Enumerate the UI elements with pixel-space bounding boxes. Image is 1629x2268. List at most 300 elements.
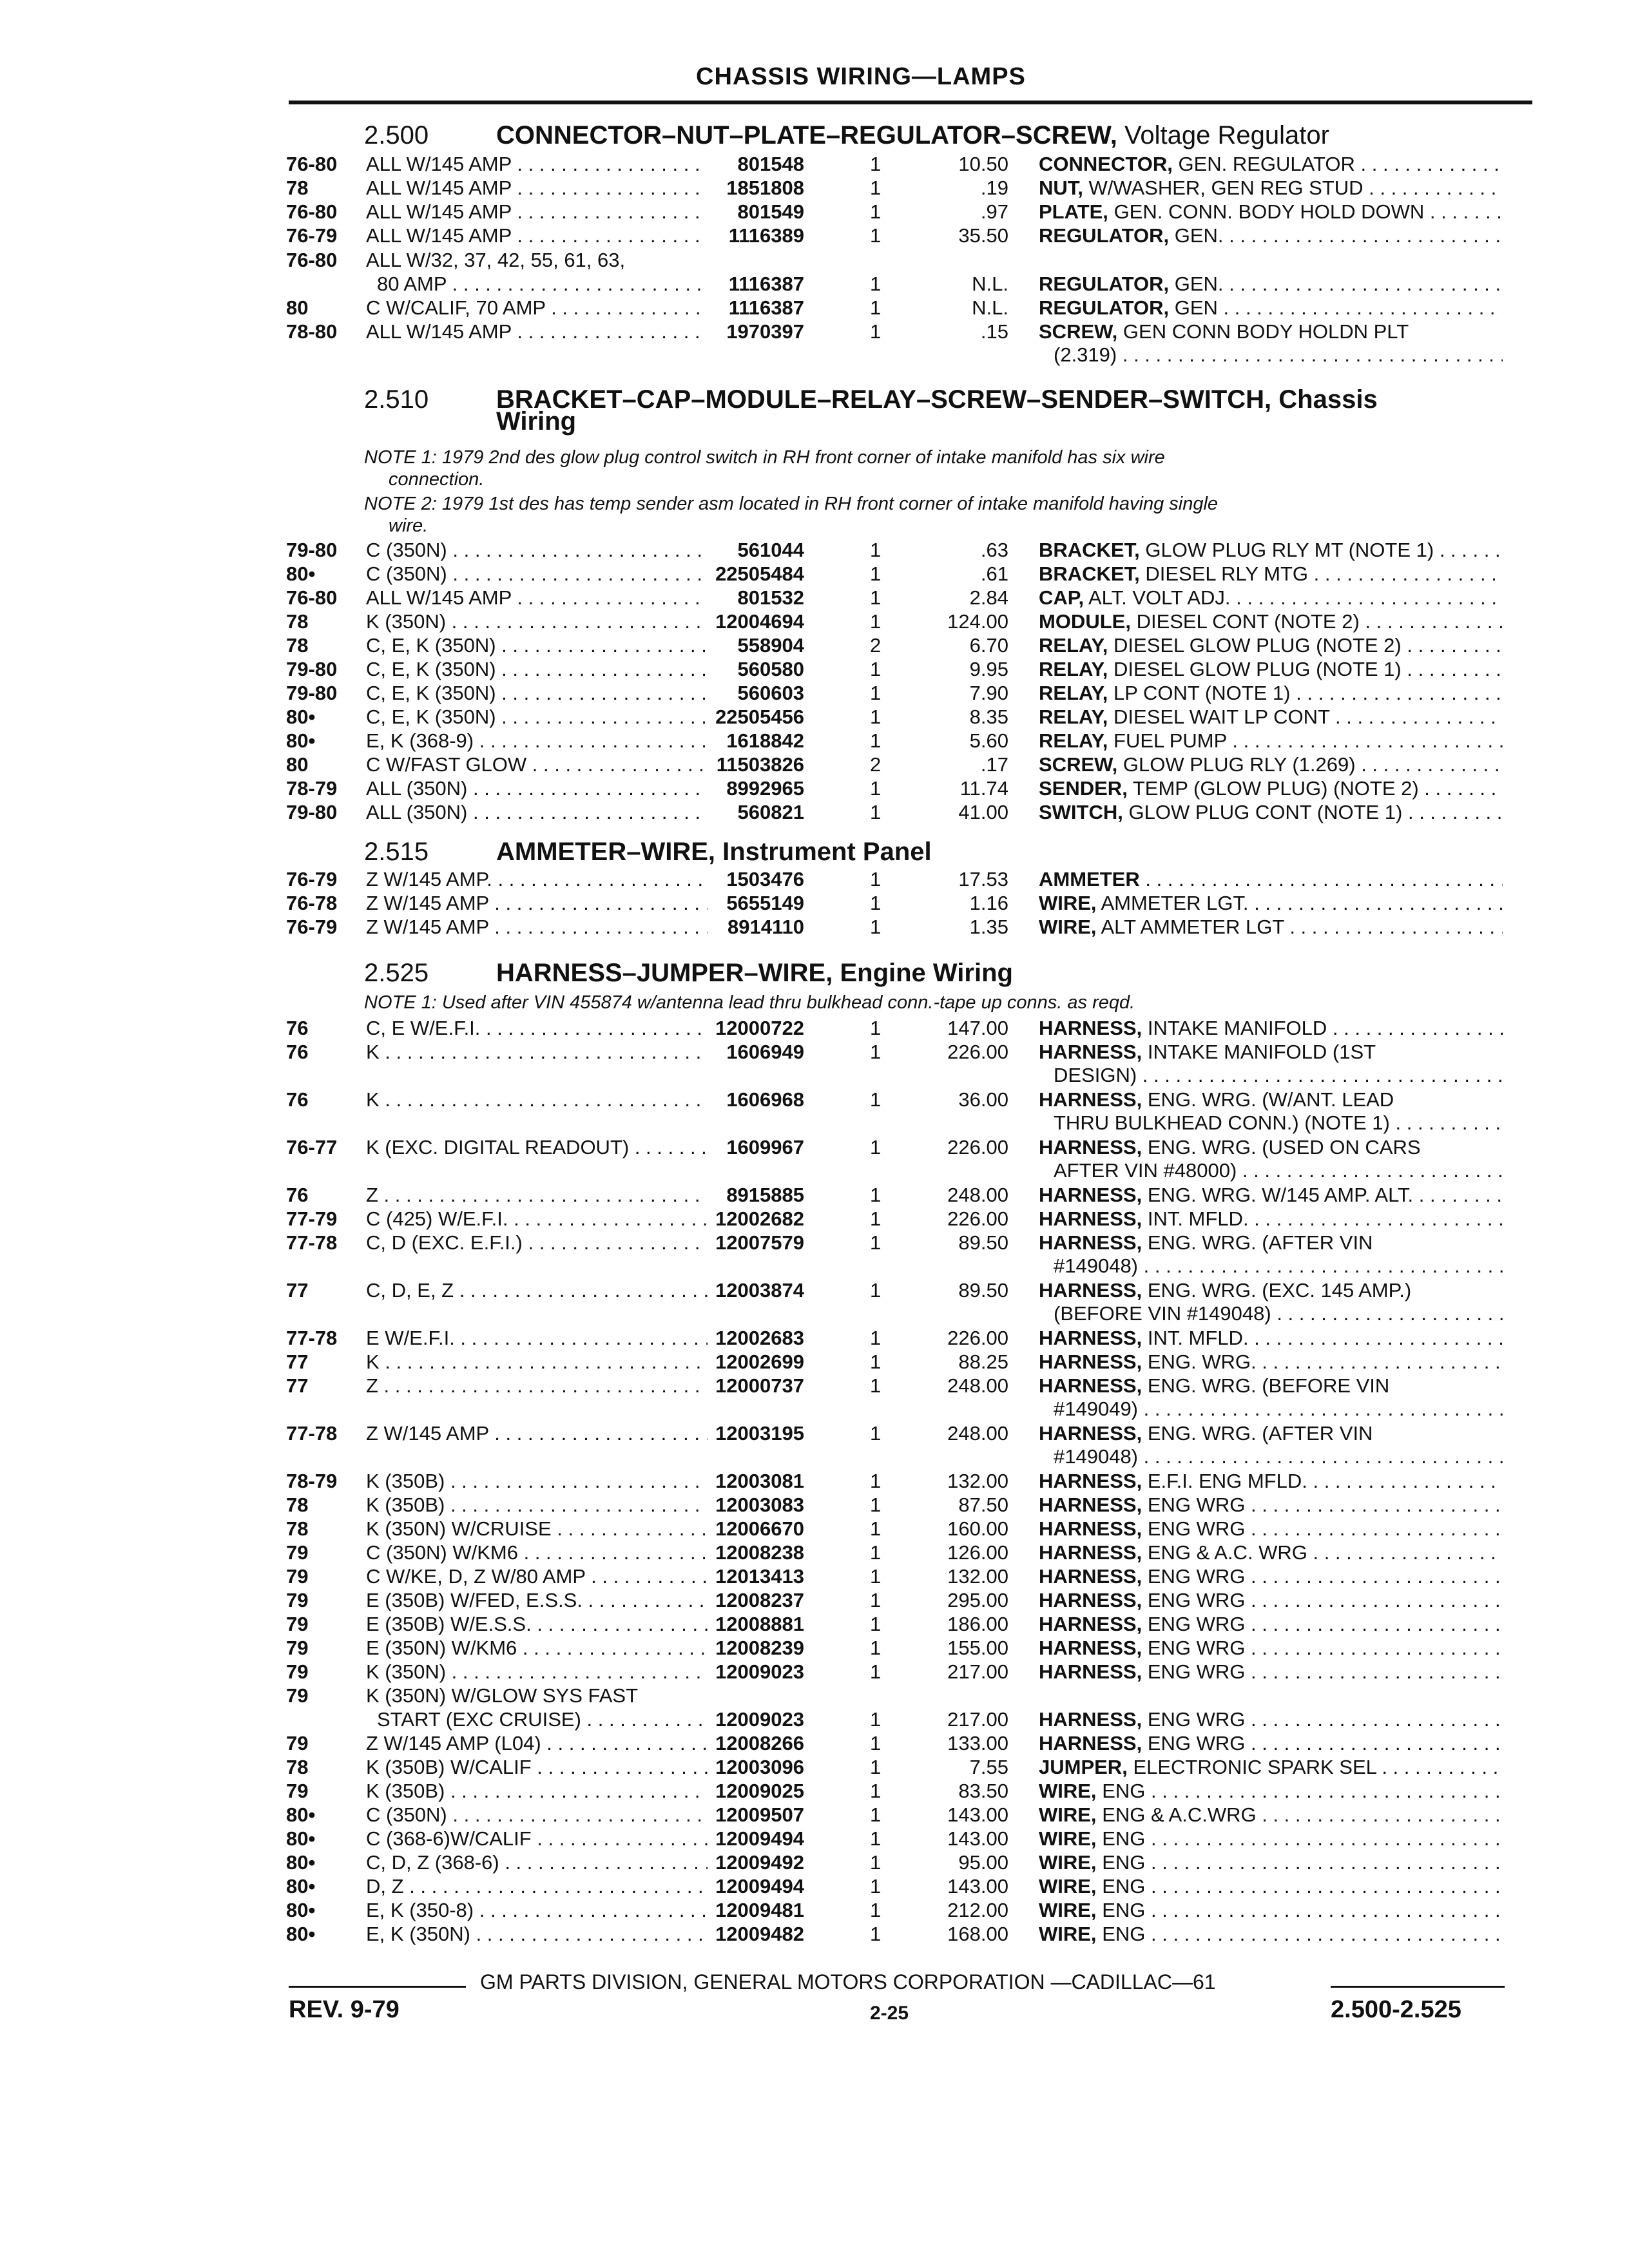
part-name: HARNESS, bbox=[1039, 1541, 1142, 1564]
quantity: 1 bbox=[870, 586, 882, 609]
price: 132.00 bbox=[947, 1565, 1008, 1588]
part-name: SCREW, bbox=[1039, 320, 1118, 343]
part-number: 561044 bbox=[737, 539, 804, 561]
year-range: 79 bbox=[286, 1660, 309, 1683]
price: .61 bbox=[980, 562, 1008, 585]
year-range: 78 bbox=[286, 177, 309, 199]
part-detail: GLOW PLUG RLY (1.269) bbox=[1123, 753, 1356, 776]
year-range: 78 bbox=[286, 1494, 309, 1516]
year-range: 76-79 bbox=[286, 868, 338, 890]
part-description bbox=[1039, 1803, 1503, 1827]
price: 9.95 bbox=[969, 658, 1008, 680]
part-description bbox=[1039, 916, 1503, 939]
quantity: 1 bbox=[870, 1470, 882, 1492]
part-number: 12008239 bbox=[715, 1637, 804, 1659]
year-range: 80• bbox=[286, 1875, 316, 1898]
part-number: 12007579 bbox=[715, 1231, 804, 1254]
part-detail: ENG WRG bbox=[1147, 1565, 1246, 1588]
quantity: 1 bbox=[870, 1756, 882, 1778]
note: NOTE 2: 1979 1st des has temp sender asm located in RH front corner of intake manifold having single bbox=[364, 494, 1219, 514]
part-name: RELAY, bbox=[1039, 706, 1108, 728]
part-number: 801549 bbox=[737, 200, 804, 223]
quantity: 1 bbox=[870, 1827, 882, 1850]
quantity: 1 bbox=[870, 1279, 882, 1302]
part-description bbox=[1039, 1660, 1503, 1684]
model-applicability: ALL (350N) . . . bbox=[366, 801, 708, 824]
part-number: 12006670 bbox=[715, 1517, 804, 1540]
part-number: 12009482 bbox=[715, 1923, 804, 1945]
part-number: 8914110 bbox=[728, 916, 804, 938]
price: 133.00 bbox=[947, 1732, 1008, 1754]
model-applicability: C (350N) . . . bbox=[366, 1803, 708, 1827]
price: 11.74 bbox=[959, 777, 1008, 800]
part-description bbox=[1039, 706, 1503, 729]
price: 226.00 bbox=[947, 1041, 1008, 1063]
model-applicability: Z . . . bbox=[366, 1184, 708, 1207]
part-description bbox=[1039, 634, 1503, 657]
quantity: 1 bbox=[870, 1803, 882, 1826]
price: .17 bbox=[980, 753, 1008, 776]
part-description bbox=[1039, 729, 1503, 753]
model-applicability: E, K (350N) . . . bbox=[366, 1923, 708, 1946]
part-number: 12003083 bbox=[715, 1494, 804, 1516]
model-applicability: ALL W/145 AMP . . . bbox=[366, 586, 708, 610]
model-applicability: C, E, K (350N) . . . bbox=[366, 706, 708, 729]
part-detail: GEN CONN BODY HOLDN PLT bbox=[1123, 320, 1409, 343]
quantity: 1 bbox=[870, 1017, 882, 1039]
part-number: 560603 bbox=[737, 682, 804, 704]
model-applicability: C, D (EXC. E.F.I.) . . . bbox=[366, 1231, 708, 1254]
year-range: 79 bbox=[286, 1732, 309, 1754]
quantity: 1 bbox=[870, 1708, 882, 1731]
model-applicability: C (368-6)W/CALIF . . . bbox=[366, 1827, 708, 1850]
quantity: 1 bbox=[870, 1565, 882, 1588]
year-range: 80• bbox=[286, 1899, 316, 1921]
part-description bbox=[1039, 1350, 1503, 1374]
part-number: 1606949 bbox=[726, 1041, 804, 1063]
year-range: 78 bbox=[286, 610, 309, 633]
part-description-continued: AFTER VIN #48000) . . . bbox=[1054, 1159, 1503, 1182]
part-number: 1970397 bbox=[726, 320, 804, 343]
part-detail: GEN. CONN. BODY HOLD DOWN bbox=[1113, 200, 1425, 223]
year-range: 78-79 bbox=[286, 777, 338, 800]
part-name: WIRE, bbox=[1039, 916, 1097, 938]
price: 5.60 bbox=[969, 729, 1008, 752]
part-number: 12003096 bbox=[715, 1756, 804, 1778]
part-detail: ENG WRG bbox=[1147, 1732, 1246, 1754]
quantity: 1 bbox=[870, 1184, 882, 1206]
quantity: 1 bbox=[870, 1327, 882, 1349]
price: 226.00 bbox=[947, 1327, 1008, 1349]
part-detail: FUEL PUMP bbox=[1113, 729, 1227, 752]
model-applicability: K (350B) . . . bbox=[366, 1470, 708, 1493]
quantity: 1 bbox=[870, 729, 882, 752]
part-number: 12009507 bbox=[715, 1803, 804, 1826]
part-description bbox=[1039, 801, 1503, 824]
part-number: 12000722 bbox=[715, 1017, 804, 1039]
part-number: 12013413 bbox=[715, 1565, 804, 1588]
year-range: 79 bbox=[286, 1684, 309, 1707]
model-applicability: K (350B) . . . bbox=[366, 1494, 708, 1517]
part-description bbox=[1039, 1017, 1503, 1040]
part-number: 12009494 bbox=[715, 1827, 804, 1850]
part-number: 12008881 bbox=[715, 1613, 804, 1635]
price: 95.00 bbox=[958, 1851, 1008, 1874]
year-range: 76 bbox=[286, 1088, 309, 1111]
year-range: 78 bbox=[286, 1517, 309, 1540]
year-range: 80• bbox=[286, 1923, 316, 1945]
price: 89.50 bbox=[958, 1231, 1008, 1254]
price: 17.53 bbox=[958, 868, 1008, 890]
model-applicability: C W/FAST GLOW . . . bbox=[366, 753, 708, 776]
part-name: WIRE, bbox=[1039, 1827, 1097, 1850]
model-applicability: ALL W/145 AMP . . . bbox=[366, 200, 708, 224]
part-description bbox=[1039, 1708, 1503, 1731]
model-applicability: C, D, E, Z . . . bbox=[366, 1279, 708, 1302]
part-name: HARNESS, bbox=[1039, 1327, 1142, 1349]
year-range: 78-80 bbox=[286, 320, 338, 343]
part-number: 1618842 bbox=[726, 729, 804, 752]
part-detail: ENG. WRG. (USED ON CARS bbox=[1147, 1136, 1421, 1158]
price: 147.00 bbox=[947, 1017, 1008, 1039]
part-number: 12003874 bbox=[715, 1279, 804, 1302]
part-name: HARNESS, bbox=[1039, 1231, 1142, 1254]
part-detail: GEN. bbox=[1174, 224, 1224, 247]
part-description bbox=[1039, 1374, 1503, 1398]
model-applicability: C (425) W/E.F.I. . . . bbox=[366, 1207, 708, 1231]
year-range: 80 bbox=[286, 296, 309, 319]
year-range: 79-80 bbox=[286, 539, 338, 561]
part-description bbox=[1039, 1565, 1503, 1588]
price: 8.35 bbox=[969, 706, 1008, 728]
model-applicability: K (350N) W/GLOW SYS FAST bbox=[366, 1684, 639, 1707]
part-detail: ENG. WRG. bbox=[1147, 1350, 1257, 1373]
part-number: 12009492 bbox=[715, 1851, 804, 1874]
part-detail: INT. MFLD. bbox=[1147, 1327, 1249, 1349]
year-range: 79 bbox=[286, 1565, 309, 1588]
model-applicability: ALL W/145 AMP . . . bbox=[366, 224, 708, 247]
part-detail: DIESEL GLOW PLUG (NOTE 2) bbox=[1113, 634, 1402, 657]
revision-label: REV. 9-79 bbox=[289, 1996, 400, 2023]
year-range: 79-80 bbox=[286, 682, 338, 704]
quantity: 1 bbox=[870, 1207, 882, 1230]
year-range: 76-78 bbox=[286, 892, 338, 914]
part-detail: ENG bbox=[1102, 1875, 1146, 1898]
part-detail: DIESEL RLY MTG bbox=[1145, 562, 1309, 585]
part-name: HARNESS, bbox=[1039, 1207, 1142, 1230]
part-description bbox=[1039, 153, 1503, 176]
price: .19 bbox=[980, 177, 1008, 199]
model-applicability: ALL W/145 AMP . . . bbox=[366, 153, 708, 176]
part-description bbox=[1039, 320, 1503, 343]
part-detail: ENG bbox=[1102, 1899, 1146, 1921]
part-description-continued: THRU BULKHEAD CONN.) (NOTE 1) . . . bbox=[1054, 1111, 1503, 1135]
part-number: 560821 bbox=[737, 801, 804, 823]
part-number: 12003081 bbox=[715, 1470, 804, 1492]
quantity: 1 bbox=[870, 868, 882, 890]
price: 217.00 bbox=[947, 1708, 1008, 1731]
part-name: HARNESS, bbox=[1039, 1613, 1142, 1635]
part-number: 12000737 bbox=[715, 1374, 804, 1397]
part-description bbox=[1039, 1279, 1503, 1302]
part-description bbox=[1039, 296, 1503, 320]
page-number: 2-25 bbox=[870, 2003, 909, 2024]
year-range: 80• bbox=[286, 1827, 316, 1850]
part-name: HARNESS, bbox=[1039, 1517, 1142, 1540]
model-applicability: E (350N) W/KM6 . . . bbox=[366, 1637, 708, 1660]
part-description bbox=[1039, 1732, 1503, 1755]
part-detail: GLOW PLUG RLY MT (NOTE 1) bbox=[1145, 539, 1434, 561]
part-number: 12009494 bbox=[715, 1875, 804, 1898]
part-description bbox=[1039, 1231, 1503, 1254]
model-applicability: C (350N) . . . bbox=[366, 562, 708, 586]
quantity: 1 bbox=[870, 177, 882, 199]
part-name: HARNESS, bbox=[1039, 1660, 1142, 1683]
part-detail: ENG bbox=[1102, 1780, 1146, 1802]
quantity: 1 bbox=[870, 1637, 882, 1659]
part-description bbox=[1039, 682, 1503, 705]
model-applicability: C (350N) W/KM6 . . . bbox=[366, 1541, 708, 1564]
part-number: 12002682 bbox=[715, 1207, 804, 1230]
model-applicability: D, Z . . . bbox=[366, 1875, 708, 1898]
part-description-continued: DESIGN) . . . bbox=[1054, 1064, 1503, 1087]
quantity: 1 bbox=[870, 224, 882, 247]
part-number: 1606968 bbox=[726, 1088, 804, 1111]
part-name: WIRE, bbox=[1039, 1803, 1097, 1826]
price: 126.00 bbox=[947, 1541, 1008, 1564]
part-detail: ENG. WRG. (AFTER VIN bbox=[1147, 1422, 1373, 1445]
year-range: 76 bbox=[286, 1041, 309, 1063]
year-range: 76-80 bbox=[286, 586, 338, 609]
part-detail: GEN. REGULATOR bbox=[1178, 153, 1355, 175]
part-name: PLATE, bbox=[1039, 200, 1108, 223]
year-range: 79-80 bbox=[286, 801, 338, 823]
part-detail: ENG WRG bbox=[1147, 1637, 1246, 1659]
price: 248.00 bbox=[947, 1184, 1008, 1206]
quantity: 1 bbox=[870, 1231, 882, 1254]
year-range: 80• bbox=[286, 562, 316, 585]
quantity: 1 bbox=[870, 658, 882, 680]
price: .97 bbox=[980, 200, 1008, 223]
part-detail: E.F.I. ENG MFLD. bbox=[1147, 1470, 1307, 1492]
model-applicability: K . . . bbox=[366, 1350, 708, 1374]
year-range: 76-77 bbox=[286, 1136, 338, 1158]
part-name: BRACKET, bbox=[1039, 539, 1140, 561]
part-number: 558904 bbox=[737, 634, 804, 657]
part-name: HARNESS, bbox=[1039, 1088, 1142, 1111]
part-description bbox=[1039, 1517, 1503, 1541]
part-description bbox=[1039, 1923, 1503, 1946]
quantity: 1 bbox=[870, 1660, 882, 1683]
quantity: 1 bbox=[870, 1923, 882, 1945]
quantity: 1 bbox=[870, 1041, 882, 1063]
part-detail: ELECTRONIC SPARK SEL bbox=[1133, 1756, 1376, 1778]
quantity: 1 bbox=[870, 1780, 882, 1802]
year-range: 76-79 bbox=[286, 224, 338, 247]
part-number: 1503476 bbox=[726, 868, 804, 890]
part-name: RELAY, bbox=[1039, 682, 1108, 704]
part-detail: ENG. WRG. (W/ANT. LEAD bbox=[1147, 1088, 1394, 1111]
note: wire. bbox=[389, 515, 429, 536]
quantity: 1 bbox=[870, 1422, 882, 1445]
note: NOTE 1: 1979 2nd des glow plug control switch in RH front corner of intake manifold has six wire bbox=[364, 447, 1165, 468]
part-name: HARNESS, bbox=[1039, 1494, 1142, 1516]
part-detail: DIESEL CONT (NOTE 2) bbox=[1136, 610, 1360, 633]
price: 143.00 bbox=[947, 1803, 1008, 1826]
price: N.L. bbox=[972, 296, 1008, 319]
year-range: 78-79 bbox=[286, 1470, 338, 1492]
quantity: 1 bbox=[870, 916, 882, 938]
year-range: 79 bbox=[286, 1613, 309, 1635]
model-applicability: C, E, K (350N) . . . bbox=[366, 658, 708, 681]
part-detail: ENG. WRG. (AFTER VIN bbox=[1147, 1231, 1373, 1254]
model-applicability: K (350N) . . . bbox=[366, 1660, 708, 1684]
part-number: 12003195 bbox=[715, 1422, 804, 1445]
part-number: 12008238 bbox=[715, 1541, 804, 1564]
part-name: WIRE, bbox=[1039, 1875, 1097, 1898]
part-number: 8992965 bbox=[726, 777, 804, 800]
part-detail: ENG WRG bbox=[1147, 1660, 1246, 1683]
year-range: 77-79 bbox=[286, 1207, 338, 1230]
part-number: 12002683 bbox=[715, 1327, 804, 1349]
part-detail: ENG. WRG. (BEFORE VIN bbox=[1147, 1374, 1390, 1397]
part-description-continued: (2.319) . . . bbox=[1054, 343, 1503, 367]
quantity: 1 bbox=[870, 777, 882, 800]
part-description bbox=[1039, 1184, 1503, 1207]
model-applicability: E W/E.F.I. . . . bbox=[366, 1327, 708, 1350]
year-range: 78 bbox=[286, 1756, 309, 1778]
price: .15 bbox=[980, 320, 1008, 343]
part-name: WIRE, bbox=[1039, 1899, 1097, 1921]
year-range: 79 bbox=[286, 1541, 309, 1564]
part-name: HARNESS, bbox=[1039, 1017, 1142, 1039]
part-name: NUT, bbox=[1039, 177, 1083, 199]
quantity: 1 bbox=[870, 706, 882, 728]
quantity: 1 bbox=[870, 1088, 882, 1111]
quantity: 1 bbox=[870, 610, 882, 633]
quantity: 1 bbox=[870, 1732, 882, 1754]
part-name: REGULATOR, bbox=[1039, 296, 1170, 319]
model-applicability: K (350B) W/CALIF . . . bbox=[366, 1756, 708, 1779]
year-range: 79 bbox=[286, 1637, 309, 1659]
year-range: 77-78 bbox=[286, 1327, 338, 1349]
part-description bbox=[1039, 1470, 1503, 1493]
model-applicability: K . . . bbox=[366, 1088, 708, 1111]
model-applicability: E (350B) W/E.S.S. . . . bbox=[366, 1613, 708, 1636]
year-range: 77 bbox=[286, 1279, 309, 1302]
year-range: 79 bbox=[286, 1589, 309, 1611]
header-rule bbox=[289, 101, 1532, 104]
year-range: 80• bbox=[286, 706, 316, 728]
section-heading: 2.500 CONNECTOR–NUT–PLATE–REGULATOR–SCREW, Voltage Regulator bbox=[364, 121, 1329, 149]
part-detail: AMMETER LGT. bbox=[1101, 892, 1249, 914]
model-applicability: ALL W/32, 37, 42, 55, 61, 63, bbox=[366, 249, 626, 271]
price: 7.55 bbox=[969, 1756, 1008, 1778]
model-applicability: K . . . bbox=[366, 1041, 708, 1064]
part-name: RELAY, bbox=[1039, 634, 1108, 657]
price: 1.16 bbox=[969, 892, 1008, 914]
price: .63 bbox=[980, 539, 1008, 561]
part-name: HARNESS, bbox=[1039, 1350, 1142, 1373]
quantity: 1 bbox=[870, 1374, 882, 1397]
price: 143.00 bbox=[947, 1827, 1008, 1850]
quantity: 1 bbox=[870, 1541, 882, 1564]
part-name: JUMPER, bbox=[1039, 1756, 1128, 1778]
part-detail: LP CONT (NOTE 1) bbox=[1113, 682, 1291, 704]
price: 217.00 bbox=[947, 1660, 1008, 1683]
part-detail: TEMP (GLOW PLUG) (NOTE 2) bbox=[1132, 777, 1419, 800]
model-applicability: K (350N) W/CRUISE . . . bbox=[366, 1517, 708, 1541]
part-number: 12002699 bbox=[715, 1350, 804, 1373]
part-description-continued: #149048) . . . bbox=[1054, 1254, 1503, 1278]
quantity: 1 bbox=[870, 153, 882, 175]
model-applicability: E (350B) W/FED, E.S.S. . . . bbox=[366, 1589, 708, 1612]
part-name: MODULE, bbox=[1039, 610, 1131, 633]
part-description bbox=[1039, 200, 1503, 224]
part-name: HARNESS, bbox=[1039, 1136, 1142, 1158]
price: 226.00 bbox=[947, 1207, 1008, 1230]
part-description-continued: #149049) . . . bbox=[1054, 1398, 1503, 1421]
part-description bbox=[1039, 753, 1503, 776]
section-range: 2.500-2.525 bbox=[1331, 1996, 1461, 2023]
model-applicability: C, E, K (350N) . . . bbox=[366, 634, 708, 657]
quantity: 1 bbox=[870, 539, 882, 561]
quantity: 1 bbox=[870, 892, 882, 914]
model-applicability: E, K (368-9) . . . bbox=[366, 729, 708, 753]
model-applicability: C W/KE, D, Z W/80 AMP . . . bbox=[366, 1565, 708, 1588]
model-applicability: K (350N) . . . bbox=[366, 610, 708, 633]
part-name: HARNESS, bbox=[1039, 1589, 1142, 1611]
model-applicability: ALL W/145 AMP . . . bbox=[366, 320, 708, 343]
quantity: 1 bbox=[870, 682, 882, 704]
model-applicability: K (350B) . . . bbox=[366, 1780, 708, 1803]
price: 7.90 bbox=[969, 682, 1008, 704]
quantity: 1 bbox=[870, 1494, 882, 1516]
model-applicability: C, E, K (350N) . . . bbox=[366, 682, 708, 705]
model-applicability: C W/CALIF, 70 AMP . . . bbox=[366, 296, 708, 320]
part-detail: ENG & A.C.WRG bbox=[1102, 1803, 1257, 1826]
part-number: 560580 bbox=[737, 658, 804, 680]
part-description bbox=[1039, 1875, 1503, 1898]
price: 295.00 bbox=[947, 1589, 1008, 1611]
part-description bbox=[1039, 1613, 1503, 1636]
part-name: HARNESS, bbox=[1039, 1565, 1142, 1588]
part-name: HARNESS, bbox=[1039, 1184, 1142, 1206]
part-detail: ENG bbox=[1102, 1851, 1146, 1874]
part-number: 801532 bbox=[737, 586, 804, 609]
price: 83.50 bbox=[958, 1780, 1008, 1802]
part-name: HARNESS, bbox=[1039, 1708, 1142, 1731]
part-name: SWITCH, bbox=[1039, 801, 1123, 823]
part-description bbox=[1039, 1851, 1503, 1874]
price: 160.00 bbox=[947, 1517, 1008, 1540]
part-detail: ENG WRG bbox=[1147, 1517, 1246, 1540]
price: N.L. bbox=[972, 273, 1008, 295]
model-applicability: Z W/145 AMP . . . bbox=[366, 916, 708, 939]
quantity: 1 bbox=[870, 273, 882, 295]
part-description bbox=[1039, 1327, 1503, 1350]
quantity: 1 bbox=[870, 1136, 882, 1158]
year-range: 76-79 bbox=[286, 916, 338, 938]
price: 212.00 bbox=[947, 1899, 1008, 1921]
price: 124.00 bbox=[947, 610, 1008, 633]
price: 41.00 bbox=[958, 801, 1008, 823]
model-applicability: Z W/145 AMP (L04) . . . bbox=[366, 1732, 708, 1755]
part-number: 12009025 bbox=[715, 1780, 804, 1802]
model-applicability: Z W/145 AMP. . . . bbox=[366, 868, 708, 891]
part-detail: ENG WRG bbox=[1147, 1589, 1246, 1611]
part-description bbox=[1039, 1422, 1503, 1445]
